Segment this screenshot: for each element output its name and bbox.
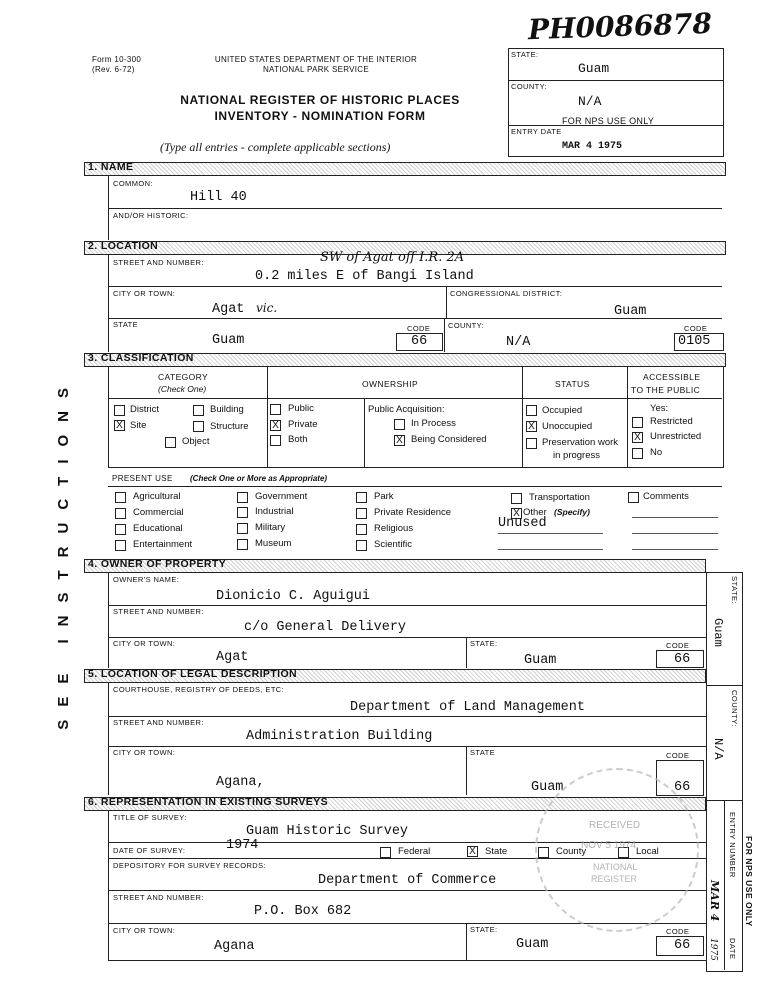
transportation-checkbox[interactable] bbox=[511, 493, 522, 504]
department: UNITED STATES DEPARTMENT OF THE INTERIOR bbox=[214, 55, 418, 64]
side-entry-number: ENTRY NUMBER bbox=[728, 812, 737, 878]
owner-name-label: OWNER'S NAME: bbox=[113, 575, 180, 584]
agricultural-label: Agricultural bbox=[133, 491, 181, 502]
survey-title-value: Guam Historic Survey bbox=[246, 824, 409, 839]
restricted-label: Restricted bbox=[650, 416, 693, 427]
reference-number: PH0086878 bbox=[527, 6, 713, 47]
military-label: Military bbox=[255, 522, 286, 533]
side-entry-stamp: MAR 4 bbox=[708, 880, 721, 922]
industrial-label: Industrial bbox=[255, 506, 294, 517]
owner-code-label: CODE bbox=[666, 641, 690, 650]
legal-city-label: CITY OR TOWN: bbox=[113, 748, 176, 757]
legal-street-label: STREET AND NUMBER: bbox=[113, 718, 204, 727]
survey-city-label: CITY OR TOWN: bbox=[113, 926, 176, 935]
common-label: COMMON: bbox=[113, 179, 153, 188]
side-date: DATE bbox=[728, 938, 737, 960]
location-street-handwritten: SW of Agat off I.R. 2A bbox=[320, 250, 465, 265]
side-state-label: STATE: bbox=[730, 576, 739, 605]
religious-label: Religious bbox=[374, 523, 414, 534]
present-use-label: PRESENT USE bbox=[112, 474, 173, 483]
stamp-line-4: REGISTER bbox=[591, 874, 638, 884]
other-label: Other bbox=[523, 507, 547, 518]
scientific-checkbox[interactable] bbox=[356, 540, 367, 551]
private-checkbox[interactable]: X bbox=[270, 420, 281, 431]
survey-street-label: STREET AND NUMBER: bbox=[113, 893, 204, 902]
being-considered-checkbox[interactable]: X bbox=[394, 435, 405, 446]
public-label: TO THE PUBLIC bbox=[631, 385, 701, 395]
religious-checkbox[interactable] bbox=[356, 524, 367, 535]
federal-checkbox[interactable] bbox=[380, 847, 391, 858]
state-survey-label: State bbox=[485, 846, 508, 857]
yes-label: Yes: bbox=[650, 403, 669, 414]
agricultural-checkbox[interactable] bbox=[115, 492, 126, 503]
section-4-title: 4. OWNER OF PROPERTY bbox=[88, 558, 227, 570]
preservation-label: Preservation work bbox=[542, 437, 619, 448]
in-process-checkbox[interactable] bbox=[394, 419, 405, 430]
county-survey-label: County bbox=[556, 846, 587, 857]
in-process-label: In Process bbox=[411, 418, 456, 429]
accessible-label: ACCESSIBLE bbox=[643, 372, 701, 382]
public-checkbox[interactable] bbox=[270, 404, 281, 415]
legal-street-value: Administration Building bbox=[246, 729, 433, 744]
side-state-value: Guam bbox=[711, 618, 725, 647]
legal-city-value: Agana, bbox=[216, 775, 265, 790]
service: NATIONAL PARK SERVICE bbox=[262, 65, 370, 74]
owner-city-label: CITY OR TOWN: bbox=[113, 639, 176, 648]
county-code-value: 0105 bbox=[678, 334, 711, 349]
check-one-note: (Check One) bbox=[158, 384, 207, 394]
both-label: Both bbox=[288, 434, 308, 445]
specify-note: (Specify) bbox=[554, 507, 590, 517]
private-residence-label: Private Residence bbox=[374, 507, 452, 518]
side-year: 1975 bbox=[708, 938, 718, 961]
industrial-checkbox[interactable] bbox=[237, 507, 248, 518]
owner-city-value: Agat bbox=[216, 650, 249, 665]
museum-label: Museum bbox=[255, 538, 292, 549]
side-nps-use: FOR NPS USE ONLY bbox=[744, 836, 754, 927]
building-checkbox[interactable] bbox=[193, 405, 204, 416]
owner-state-value: Guam bbox=[524, 653, 557, 668]
courthouse-value: Department of Land Management bbox=[350, 700, 585, 715]
location-city-value: Agat bbox=[212, 302, 245, 317]
owner-street-value: c/o General Delivery bbox=[244, 620, 407, 635]
restricted-checkbox[interactable] bbox=[632, 417, 643, 428]
state-code-value: 66 bbox=[411, 334, 428, 349]
survey-state-label: STATE: bbox=[470, 925, 498, 934]
stamp-line-2: NOV 5 1974 bbox=[581, 840, 637, 851]
survey-code-value: 66 bbox=[674, 938, 691, 953]
unrestricted-label: Unrestricted bbox=[650, 431, 702, 442]
occupied-checkbox[interactable] bbox=[526, 405, 537, 416]
comments-checkbox[interactable] bbox=[628, 492, 639, 503]
location-county-label: COUNTY: bbox=[448, 321, 485, 330]
present-use-note: (Check One or More as Appropriate) bbox=[190, 474, 328, 483]
district-label: District bbox=[130, 404, 160, 415]
owner-state-label: STATE: bbox=[470, 639, 498, 648]
entertainment-checkbox[interactable] bbox=[115, 540, 126, 551]
nps-state-label: STATE: bbox=[511, 50, 539, 59]
legal-state-value: Guam bbox=[531, 780, 564, 795]
nps-county-value: N/A bbox=[578, 94, 602, 109]
nps-state-value: Guam bbox=[578, 61, 610, 76]
entertainment-label: Entertainment bbox=[133, 539, 193, 550]
depository-value: Department of Commerce bbox=[318, 873, 497, 888]
object-checkbox[interactable] bbox=[165, 437, 176, 448]
federal-label: Federal bbox=[398, 846, 431, 857]
no-label: No bbox=[650, 447, 663, 458]
survey-date-value: 1974 bbox=[226, 838, 259, 853]
state-code-label: CODE bbox=[407, 324, 431, 333]
form-subtitle: INVENTORY - NOMINATION FORM bbox=[214, 109, 426, 123]
both-checkbox[interactable] bbox=[270, 435, 281, 446]
preservation-checkbox[interactable] bbox=[526, 438, 537, 449]
owner-street-label: STREET AND NUMBER: bbox=[113, 607, 204, 616]
stamp-line-1: RECEIVED bbox=[589, 820, 641, 831]
section-1-title: 1. NAME bbox=[88, 161, 134, 173]
location-city-handwritten: vic. bbox=[256, 301, 278, 315]
unrestricted-checkbox[interactable]: X bbox=[632, 432, 643, 443]
private-residence-checkbox[interactable] bbox=[356, 508, 367, 519]
survey-date-label: DATE OF SURVEY: bbox=[113, 846, 186, 855]
transportation-label: Transportation bbox=[529, 492, 590, 503]
government-checkbox[interactable] bbox=[237, 492, 248, 503]
survey-code-label: CODE bbox=[666, 927, 690, 936]
no-checkbox[interactable] bbox=[632, 448, 643, 459]
stamp-line-3: NATIONAL bbox=[593, 862, 638, 872]
section-1-bar bbox=[84, 162, 726, 176]
form-id: Form 10-300 bbox=[92, 55, 142, 64]
occupied-label: Occupied bbox=[542, 405, 583, 416]
side-county-label: COUNTY: bbox=[730, 690, 739, 727]
building-label: Building bbox=[210, 404, 244, 415]
educational-label: Educational bbox=[133, 523, 183, 534]
location-city-label: CITY OR TOWN: bbox=[113, 289, 176, 298]
in-progress-label: in progress bbox=[553, 450, 600, 461]
comments-label: Comments bbox=[643, 491, 689, 502]
park-label: Park bbox=[374, 491, 394, 502]
instructions-note: (Type all entries - complete applicable sections) bbox=[160, 140, 391, 154]
educational-checkbox[interactable] bbox=[115, 524, 126, 535]
nps-county-label: COUNTY: bbox=[511, 82, 548, 91]
park-checkbox[interactable] bbox=[356, 492, 367, 503]
survey-state-value: Guam bbox=[516, 937, 549, 952]
public-ownership-label: Public bbox=[288, 403, 314, 414]
location-state-label: STATE bbox=[113, 320, 139, 329]
object-label: Object bbox=[182, 436, 210, 447]
location-county-value: N/A bbox=[506, 335, 531, 350]
section-2-title: 2. LOCATION bbox=[88, 240, 159, 252]
nps-use-only: FOR NPS USE ONLY bbox=[562, 116, 655, 126]
site-label: Site bbox=[130, 420, 147, 431]
unoccupied-label: Unoccupied bbox=[542, 421, 593, 432]
section-3-title: 3. CLASSIFICATION bbox=[88, 352, 194, 364]
legal-code-value: 66 bbox=[674, 780, 691, 795]
structure-checkbox[interactable] bbox=[193, 421, 204, 432]
status-label: STATUS bbox=[555, 379, 590, 389]
district-checkbox[interactable] bbox=[114, 405, 125, 416]
unoccupied-checkbox[interactable]: X bbox=[526, 421, 537, 432]
commercial-checkbox[interactable] bbox=[115, 508, 126, 519]
museum-checkbox[interactable] bbox=[237, 539, 248, 550]
government-label: Government bbox=[255, 491, 308, 502]
legal-state-label: STATE bbox=[470, 748, 496, 757]
see-instructions: SEE INSTRUCTIONS bbox=[55, 375, 72, 730]
site-checkbox[interactable]: X bbox=[114, 420, 125, 431]
category-label: CATEGORY bbox=[158, 372, 209, 382]
other-value: Unused bbox=[498, 516, 547, 531]
other-checkbox[interactable]: X bbox=[511, 508, 522, 519]
commercial-label: Commercial bbox=[133, 507, 184, 518]
common-value: Hill 40 bbox=[190, 190, 247, 205]
survey-city-value: Agana bbox=[214, 939, 255, 954]
military-checkbox[interactable] bbox=[237, 523, 248, 534]
entry-date-label: ENTRY DATE bbox=[511, 127, 562, 136]
entry-date-value: MAR 4 1975 bbox=[562, 141, 623, 152]
received-stamp bbox=[535, 768, 699, 932]
side-county-value: N/A bbox=[711, 738, 725, 760]
county-code-label: CODE bbox=[684, 324, 708, 333]
scientific-label: Scientific bbox=[374, 539, 413, 550]
structure-label: Structure bbox=[210, 421, 249, 432]
courthouse-label: COURTHOUSE, REGISTRY OF DEEDS, ETC: bbox=[113, 685, 285, 694]
section-5-title: 5. LOCATION OF LEGAL DESCRIPTION bbox=[88, 668, 298, 680]
public-acquisition-label: Public Acquisition: bbox=[368, 404, 445, 415]
congressional-label: CONGRESSIONAL DISTRICT: bbox=[450, 289, 563, 298]
being-considered-label: Being Considered bbox=[411, 434, 487, 445]
historic-label: AND/OR HISTORIC: bbox=[113, 211, 189, 220]
survey-street-value: P.O. Box 682 bbox=[254, 904, 352, 919]
depository-label: DEPOSITORY FOR SURVEY RECORDS: bbox=[113, 861, 267, 870]
ownership-label: OWNERSHIP bbox=[362, 379, 419, 389]
form-revision: (Rev. 6-72) bbox=[92, 65, 135, 74]
location-state-value: Guam bbox=[212, 333, 245, 348]
owner-name-value: Dionicio C. Aguigui bbox=[216, 589, 370, 604]
legal-code-label: CODE bbox=[666, 751, 690, 760]
form-title: NATIONAL REGISTER OF HISTORIC PLACES bbox=[180, 93, 460, 107]
state-checkbox[interactable]: X bbox=[467, 846, 478, 857]
owner-code-value: 66 bbox=[674, 652, 691, 667]
congressional-value: Guam bbox=[614, 304, 647, 319]
section-6-title: 6. REPRESENTATION IN EXISTING SURVEYS bbox=[88, 796, 329, 808]
survey-title-label: TITLE OF SURVEY: bbox=[113, 813, 187, 822]
location-street-value: 0.2 miles E of Bangi Island bbox=[255, 269, 474, 284]
local-survey-label: Local bbox=[636, 846, 659, 857]
location-street-label: STREET AND NUMBER: bbox=[113, 258, 204, 267]
private-ownership-label: Private bbox=[288, 419, 318, 430]
